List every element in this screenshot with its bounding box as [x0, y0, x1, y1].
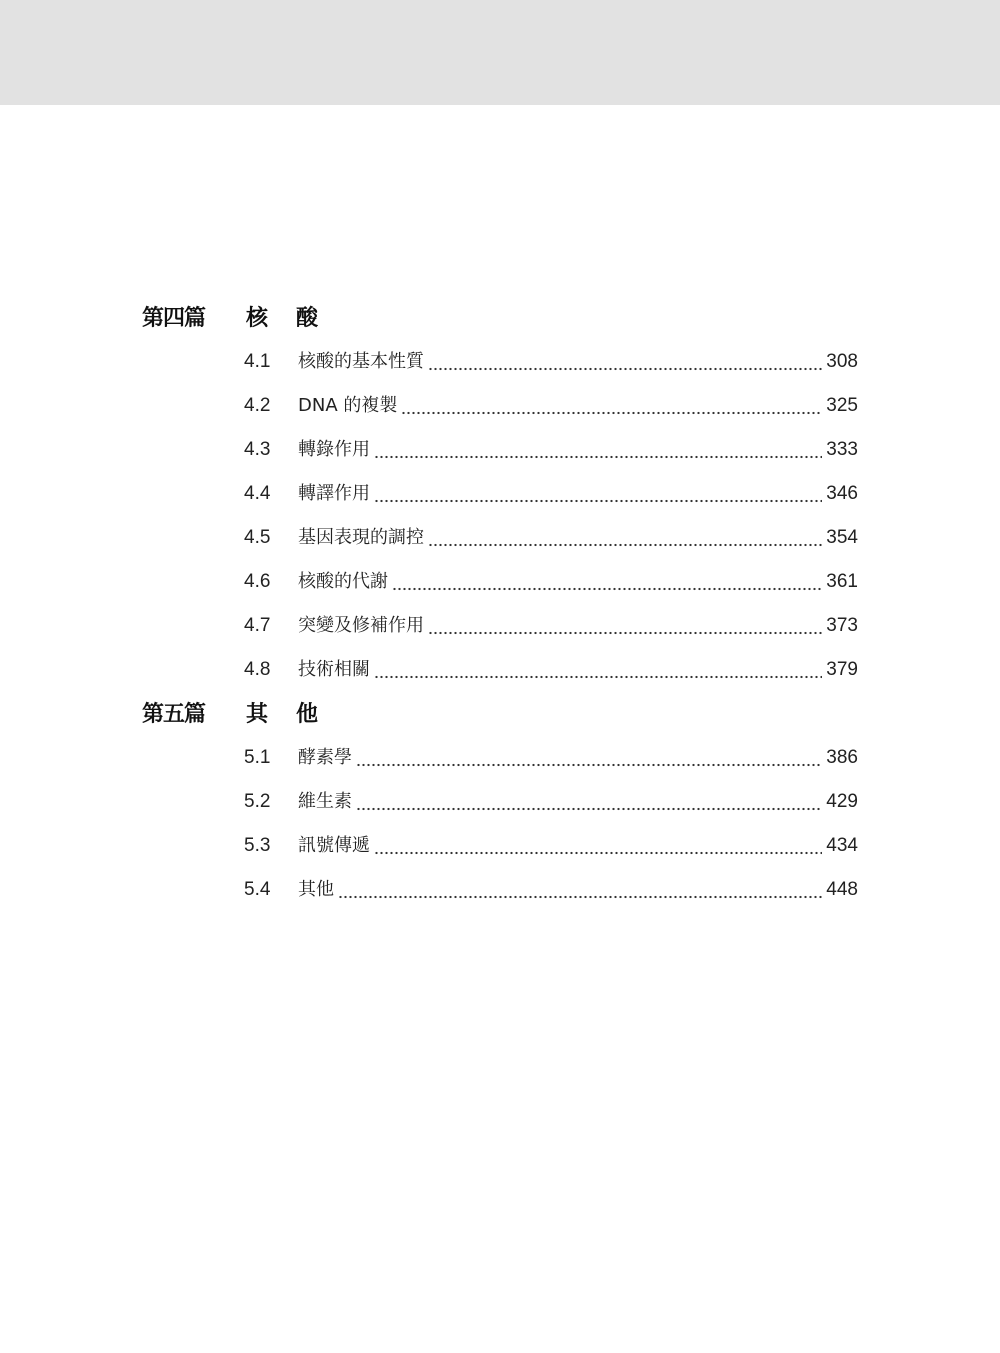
- toc-entry[interactable]: [0, 472, 1000, 516]
- section-number: 5.2: [244, 791, 271, 812]
- part-title: 核酸: [246, 305, 347, 331]
- section-number: 4.1: [244, 351, 271, 372]
- part-title: 其他: [246, 701, 347, 727]
- dot-leader: [428, 516, 822, 560]
- dot-leader: [374, 472, 822, 516]
- section-title: 技術相關: [298, 659, 370, 680]
- toc-entry[interactable]: [0, 868, 1000, 912]
- section-title: 核酸的代謝: [298, 571, 388, 592]
- section-number: 5.3: [244, 835, 271, 856]
- section-number: 4.8: [244, 659, 271, 680]
- dot-leader: [401, 384, 822, 428]
- dot-leader: [428, 340, 822, 384]
- dot-leader: [374, 428, 822, 472]
- section-title: 轉譯作用: [298, 483, 370, 504]
- section-title: 其他: [298, 879, 334, 900]
- top-gray-band: [0, 0, 1000, 105]
- section-number: 4.4: [244, 483, 271, 504]
- page-number: 386: [826, 747, 858, 768]
- part-heading: [0, 692, 1000, 736]
- toc-entry[interactable]: [0, 340, 1000, 384]
- toc-entry[interactable]: [0, 736, 1000, 780]
- toc-entry[interactable]: [0, 516, 1000, 560]
- section-title: 核酸的基本性質: [298, 351, 424, 372]
- page-number: 354: [826, 527, 858, 548]
- page-number: 434: [826, 835, 858, 856]
- part-number: 第四篇: [142, 305, 206, 331]
- toc-entry[interactable]: [0, 780, 1000, 824]
- dot-leader: [374, 824, 822, 868]
- table-of-contents: [0, 296, 1000, 912]
- section-title: 突變及修補作用: [298, 615, 424, 636]
- section-title: 訊號傳遞: [298, 835, 370, 856]
- toc-entry[interactable]: [0, 604, 1000, 648]
- section-number: 4.7: [244, 615, 271, 636]
- section-number: 5.1: [244, 747, 271, 768]
- page-number: 308: [826, 351, 858, 372]
- section-number: 4.2: [244, 395, 271, 416]
- page-number: 361: [826, 571, 858, 592]
- page-number: 373: [826, 615, 858, 636]
- section-title: 轉錄作用: [298, 439, 370, 460]
- page-number: 325: [826, 395, 858, 416]
- dot-leader: [428, 604, 822, 648]
- dot-leader: [356, 780, 822, 824]
- section-number: 4.3: [244, 439, 271, 460]
- page-number: 429: [826, 791, 858, 812]
- section-title: 酵素學: [298, 747, 352, 768]
- page-number: 346: [826, 483, 858, 504]
- part-number: 第五篇: [142, 701, 206, 727]
- section-title: 維生素: [298, 791, 352, 812]
- toc-entry[interactable]: [0, 560, 1000, 604]
- section-number: 4.5: [244, 527, 271, 548]
- page-number: 379: [826, 659, 858, 680]
- dot-leader: [338, 868, 822, 912]
- toc-entry[interactable]: [0, 384, 1000, 428]
- toc-entry[interactable]: [0, 648, 1000, 692]
- section-number: 4.6: [244, 571, 271, 592]
- toc-entry[interactable]: [0, 428, 1000, 472]
- dot-leader: [374, 648, 822, 692]
- section-title: 基因表現的調控: [298, 527, 424, 548]
- dot-leader: [392, 560, 822, 604]
- page-number: 448: [826, 879, 858, 900]
- page-number: 333: [826, 439, 858, 460]
- part-heading: [0, 296, 1000, 340]
- section-number: 5.4: [244, 879, 271, 900]
- dot-leader: [356, 736, 822, 780]
- section-title: DNA 的複製: [298, 395, 398, 416]
- toc-entry[interactable]: [0, 824, 1000, 868]
